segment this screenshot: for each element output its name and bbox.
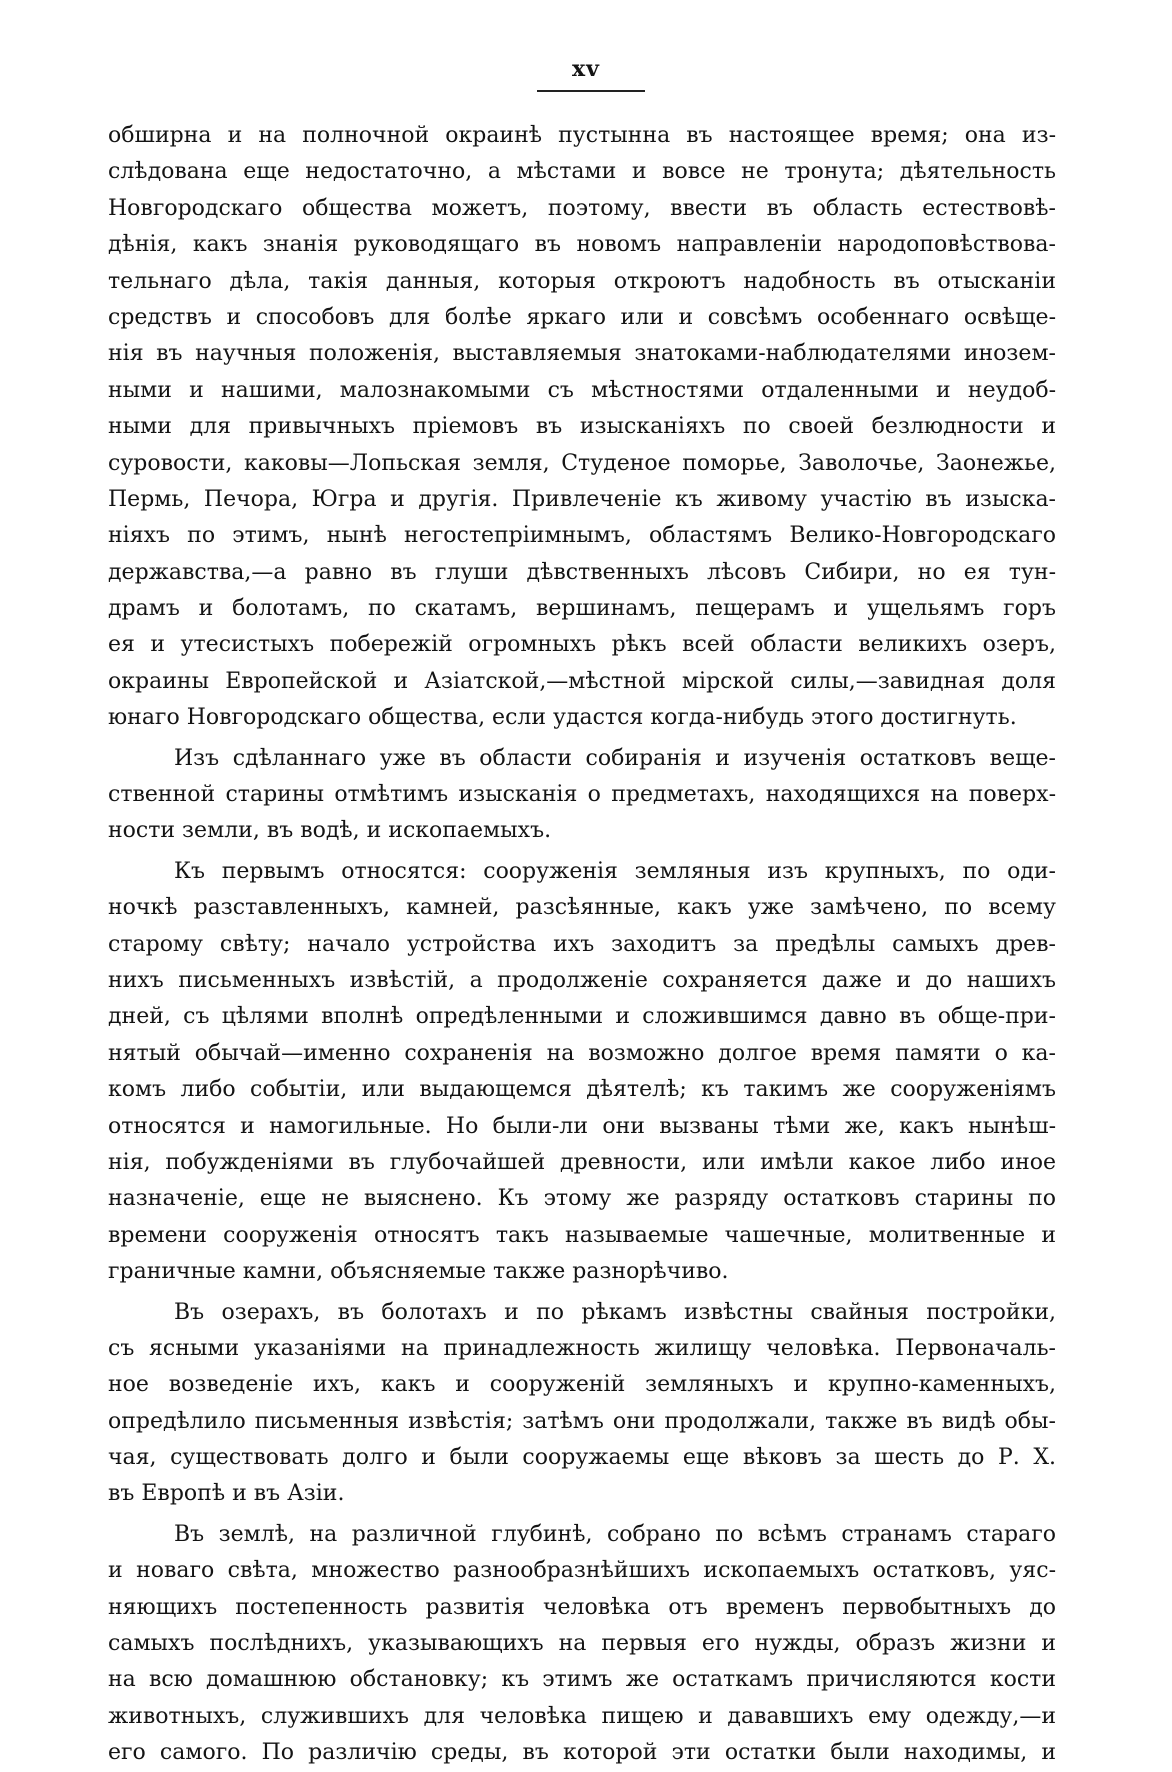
paragraph: [108, 118, 1056, 737]
text-line: ными для привычныхъ пріемовъ въ изысканіяхъ по своей безлюдности и: [108, 414, 1056, 440]
text-line: ными и нашими, малознакомыми съ мѣстностями отдаленными и неудоб-: [108, 377, 1056, 403]
header-rule: [537, 90, 645, 92]
text-line: его самого. По различію среды, въ которой эти остатки были находимы, и: [108, 1740, 1056, 1766]
text-line: и новаго свѣта, множество разнообразнѣйшихъ ископаемыхъ остатковъ, уяс-: [108, 1558, 1056, 1584]
text-line: тельнаго дѣла, такія данныя, которыя откроютъ надобность въ отысканіи: [108, 268, 1056, 294]
text-line: драмъ и болотамъ, по скатамъ, вершинамъ, пещерамъ и ущельямъ горъ: [108, 596, 1056, 622]
text-line: граничные камни, объясняемые также разнорѣчиво.: [108, 1259, 729, 1285]
text-line: ственной старины отмѣтимъ изысканія о предметахъ, находящихся на поверх-: [108, 782, 1056, 808]
text-line: слѣдована еще недостаточно, а мѣстами и вовсе не тронута; дѣятельность: [108, 159, 1056, 185]
text-line: чая, существовать долго и были сооружаемы еще вѣковъ за шесть до Р. Х.: [108, 1445, 1056, 1471]
text-line: нихъ письменныхъ извѣстій, а продолженіе сохраняется даже и до нашихъ: [108, 967, 1056, 993]
text-line: времени сооруженія относятъ такъ называемые чашечные, молитвенные и: [108, 1222, 1056, 1248]
text-line: ности земли, въ водѣ, и ископаемыхъ.: [108, 818, 552, 844]
paragraph: [108, 854, 1056, 1291]
text-line: няющихъ постепенность развитія человѣка отъ временъ первобытныхъ до: [108, 1594, 1056, 1620]
text-line: дѣнія, какъ знанія руководящаго въ новомъ направленіи народоповѣствова-: [108, 232, 1056, 258]
body-text: [108, 118, 1056, 1772]
paragraph: [108, 1517, 1056, 1772]
text-line: комъ либо событіи, или выдающемся дѣятелѣ; къ такимъ же сооруженіямъ: [108, 1077, 1056, 1103]
paragraph: [108, 1295, 1056, 1513]
text-line: ея и утесистыхъ побережій огромныхъ рѣкъ всей области великихъ озеръ,: [108, 632, 1056, 658]
text-line: Новгородскаго общества можетъ, поэтому, ввести въ область естествовѣ-: [108, 195, 1056, 221]
text-line: съ ясными указаніями на принадлежность жилищу человѣка. Первоначаль-: [108, 1335, 1056, 1361]
text-line: назначеніе, еще не выяснено. Къ этому же разряду остатковъ старины по: [108, 1186, 1056, 1212]
text-line: Въ землѣ, на различной глубинѣ, собрано по всѣмъ странамъ стараго: [174, 1521, 1056, 1547]
text-line: опредѣлило письменныя извѣстія; затѣмъ они продолжали, также въ видѣ обы-: [108, 1408, 1056, 1434]
page-number: xv: [572, 56, 600, 82]
text-line: Въ озерахъ, въ болотахъ и по рѣкамъ извѣстны свайныя постройки,: [174, 1299, 1056, 1325]
text-line: ное возведеніе ихъ, какъ и сооруженій земляныхъ и крупно-каменныхъ,: [108, 1372, 1056, 1398]
text-line: обширна и на полночной окраинѣ пустынна въ настоящее время; она из-: [108, 123, 1056, 148]
paragraph: [108, 741, 1056, 850]
text-line: дней, съ цѣлями вполнѣ опредѣленными и сложившимся давно въ обще-при-: [108, 1004, 1056, 1030]
text-line: ніяхъ по этимъ, нынѣ негостепріимнымъ, областямъ Велико-Новгородскаго: [108, 523, 1056, 549]
text-line: нятый обычай—именно сохраненія на возможно долгое время памяти о ка-: [108, 1040, 1056, 1066]
text-line: нія въ научныя положенія, выставляемыя знатоками-наблюдателями инозем-: [108, 341, 1056, 367]
text-line: самыхъ послѣднихъ, указывающихъ на первыя его нужды, образъ жизни и: [108, 1631, 1056, 1657]
text-line: державства,—а равно въ глуши дѣвственныхъ лѣсовъ Сибири, но ея тун-: [108, 559, 1056, 585]
text-line: Пермь, Печора, Югра и другія. Привлеченіе къ живому участію въ изыска-: [108, 486, 1056, 512]
text-line: ночкѣ разставленныхъ, камней, разсѣянные, какъ уже замѣчено, по всему: [108, 895, 1056, 921]
text-line: юнаго Новгородскаго общества, если удастся когда-нибудь этого достигнуть.: [108, 705, 1017, 731]
text-line: на всю домашнюю обстановку; къ этимъ же остаткамъ причисляются кости: [108, 1667, 1056, 1693]
text-line: старому свѣту; начало устройства ихъ заходитъ за предѣлы самыхъ древ-: [108, 931, 1056, 957]
text-line: Изъ сдѣланнаго уже въ области собиранія и изученія остатковъ веще-: [174, 745, 1056, 771]
text-line: Къ первымъ относятся: сооруженія земляныя изъ крупныхъ, по оди-: [174, 858, 1056, 884]
text-line: относятся и намогильные. Но были-ли они вызваны тѣми же, какъ нынѣш-: [108, 1113, 1056, 1139]
text-line: нія, побужденіями въ глубочайшей древности, или имѣли какое либо иное: [108, 1149, 1056, 1175]
text-line: окраины Европейской и Азіатской,—мѣстной мірской силы,—завидная доля: [108, 668, 1056, 694]
text-line: животныхъ, служившихъ для человѣка пищею и дававшихъ ему одежду,—и: [108, 1703, 1056, 1729]
text-line: средствъ и способовъ для болѣе яркаго или и совсѣмъ особеннаго освѣще-: [108, 304, 1056, 330]
text-line: суровости, каковы—Лопьская земля, Студеное поморье, Заволочье, Заонежье,: [108, 450, 1056, 476]
text-line: въ Европѣ и въ Азіи.: [108, 1481, 345, 1507]
